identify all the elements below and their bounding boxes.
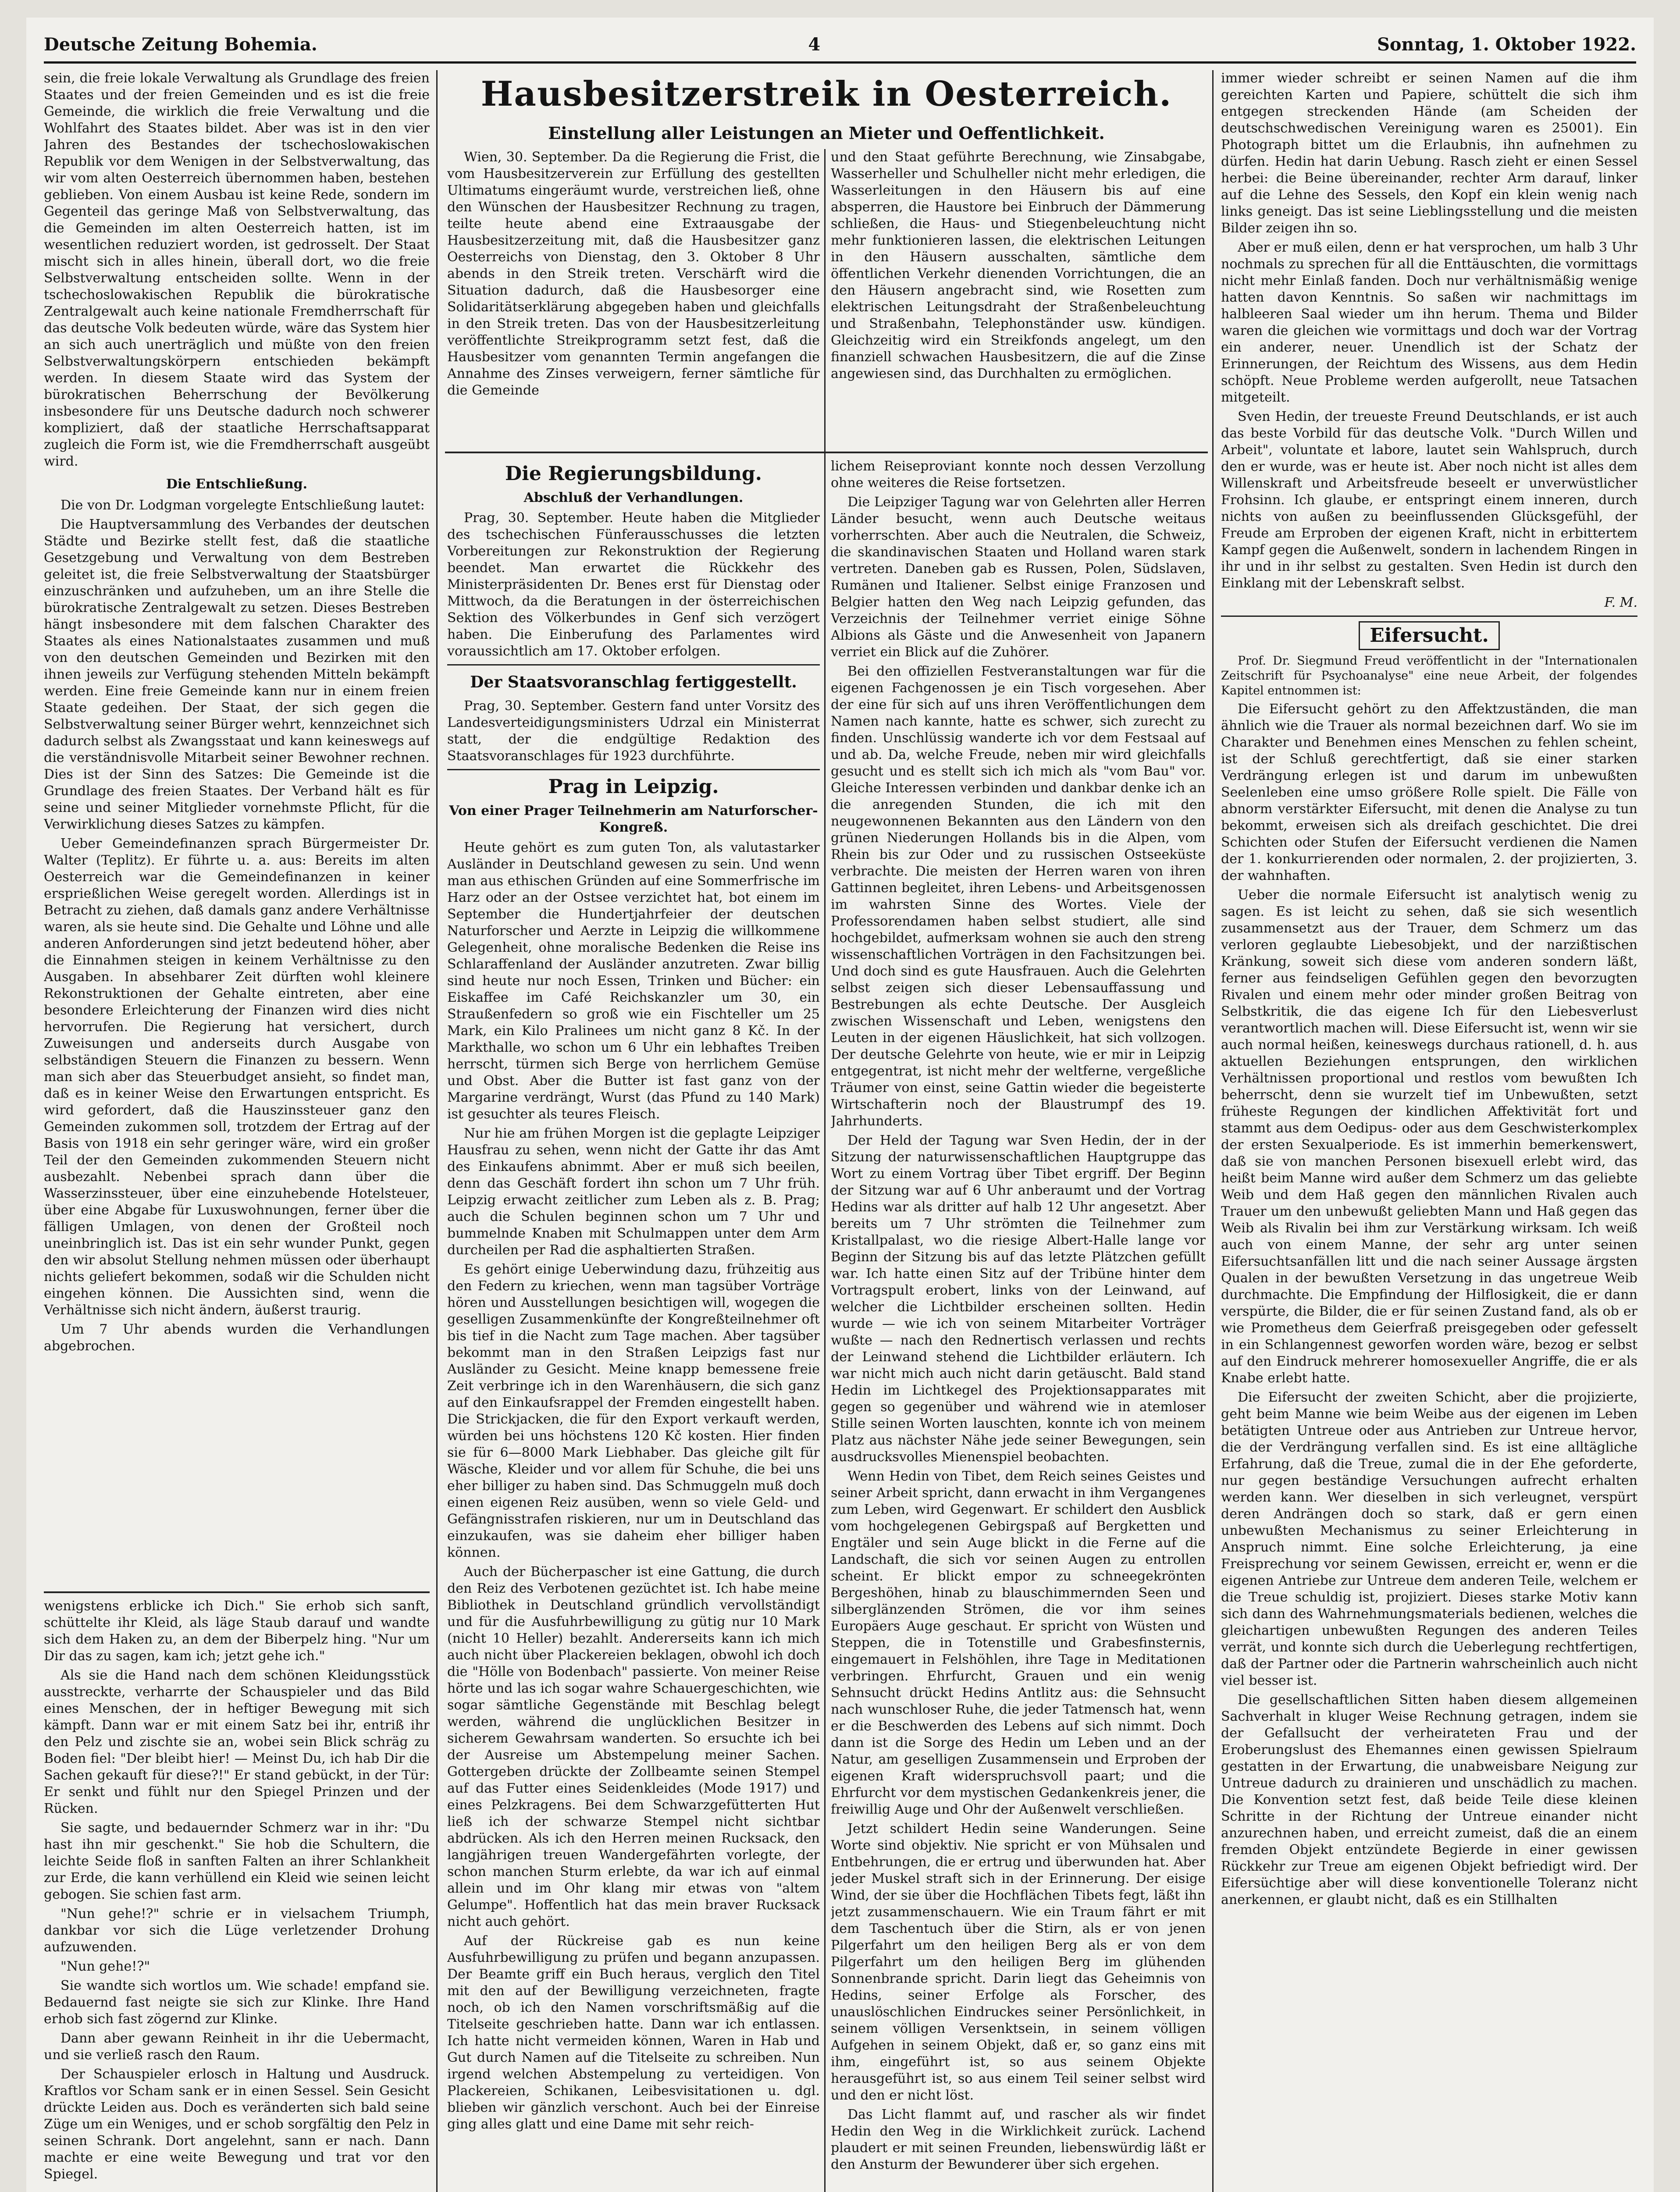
paragraph: Die Leipziger Tagung war von Gelehrten aller Herren Länder besucht, wenn auch Deutsche weitaus vorherrschten. Aber auch die Neutralen, die Schweiz, die skandinavischen Staaten und Holland waren stark vertreten. Daneben gab es Russen, Polen, Südslaven, Rumänen und Italiener. Selbst einige Franzosen und Belgier hatten den Weg nach Leipzig gefunden, das Verzeichnis der Teilnehmer verriet einige Söhne Albions als Gäste und die Anwesenheit von Japanern verriet ein Blick auf die Zuhörer.	[831, 495, 1206, 660]
main-headline: Hausbesitzerstreik in Oesterreich.	[481, 74, 1172, 114]
article-subtitle: Von einer Prager Teilnehmerin am Naturforscher-Kongreß.	[449, 803, 818, 835]
main-subheadline: Einstellung aller Leistungen an Mieter und Oeffentlichkeit.	[548, 123, 1105, 143]
paragraph: Jetzt schildert Hedin seine Wanderungen. Seine Worte sind objektiv. Nie spricht er von Mühsalen und Entbehrungen, die er ertrug und überwunden hat. Aber jeder Muskel straft sich in der Erinnerung. Der eisige Wind, der sie über die Hochflächen Tibets fegt, läßt ihn jetzt zusammenschauern. Wie ein Traum fährt er mit dem Taschentuch über die Stirn, als er von jenen Pilgerfahrt um den heiligen Berg als er von dem Pilgerfahrt um den heiligen Berg im glühenden Sonnenbrande spricht. Darin liegt das Geheimnis von Hedins, seiner Erfolge als Forscher, des unauslöschlichen Eindruckes seiner Persönlichkeit, in seinem völligen Versenktsein, in seinem völligen Aufgehen in seinem Objekt, daß er, so ganz eins mit ihm, eingeführt ist, so aus seinem Objekte herausgeführt ist, so aus einem Teil seiner selbst wird und den er nicht löst.	[831, 1821, 1206, 2103]
paragraph: Als sie die Hand nach dem schönen Kleidungsstück ausstreckte, verharrte der Schauspieler und das Bild eines Menschen, der in heftiger Bewegung mit sich kämpft. Dann war er mit einem Satz bei ihr, entriß ihr den Pelz und zischte sie an, wobei sein Blick schräg zu Boden fiel: "Der bleibt hier! — Meinst Du, ich hab Dir die Sachen gekauft für diese?!" Er stand gebückt, in der Tür: Er senkt und fühlt nur den Spiegel Prinzen und der Rücken.	[44, 1668, 430, 1816]
column-rule	[1212, 70, 1214, 2192]
paragraph: Sven Hedin, der treueste Freund Deutschlands, er ist auch das beste Vorbild für das deutsche Volk. "Durch Willen und Arbeit", voluntate et labore, lautet sein Wahlspruch, durch den er wurde, was er heute ist. Aber noch nicht ist alles dem Willenskraft und Arbeitsfreude beseelt er unverwüstlicher Frohsinn. Ich glaube, er entspringt einem inneren, durch nichts von außen zu beeinflussenden Glücksgefühl, der Freude am Erproben der eigenen Kraft, nicht in erbittertem Kampf gegen die Außenwelt, sondern in lachendem Ringen in ihr und in ihr selbst zu gestalten. Sven Hedin ist durch den Einklang mit der Lebenskraft selbst.	[1221, 409, 1637, 591]
column-rule	[824, 149, 826, 2192]
title-text: Eifersucht.	[1359, 621, 1500, 650]
paragraph: Bei den offiziellen Festveranstaltungen war für die eigenen Fachgenossen je ein Tisch vorgesehen. Aber der eine für sich auf uns ihren Veröffentlichungen dem Namen nach kannte, hatte es schwer, sich zurecht zu finden. Unschlüssig wanderte ich vor dem Festsaal auf und ab. Da, welche Freude, neben mir wird gleichfalls gesucht und es stellt sich ich mich als "vom Bau" vor. Gleiche Interessen verbinden und dankbar denke ich an die anregenden Stunden, die ich mit den neugewonnenen Bekannten aus den Ländern von den grünen Niederungen Hollands bis in die Alpen, vom Rhein bis zur Oder und zu russischen Ostseeküste verbrachte. Die meisten der Herren waren von ihren Gattinnen begleitet, ihren Lebens- und Arbeitsgenossen im wahrsten Sinne des Wortes. Viele der Professorendamen haben selbst studiert, alle sind hochgebildet, aufmerksam wohnen sie auch den streng wissenschaftlichen Vorträgen in den Fachsitzungen bei. Und doch sind es gute Hausfrauen. Auch die Gelehrten selbst zeigen sich dieser Lebensauffassung und Bestrebungen als echte Deutsche. Der Ausgleich zwischen Wissenschaft und Leben, wenigstens den Leuten in der eigenen Häuslichkeit, hat sich vollzogen. Der deutsche Gelehrte von heute, wie er mir in Leipzig entgegentrat, ist nicht mehr der weltferne, vergeßliche Träumer von einst, seine Gattin wieder die begeisterte Wirtschafterin noch der Blaustrumpf des 19. Jahrhunderts.	[831, 664, 1206, 1129]
paragraph: Die Eifersucht gehört zu den Affektzuständen, die man ähnlich wie die Trauer als normal bezeichnen darf. Wo sie im Charakter und Benehmen eines Menschen zu fehlen scheint, ist der Schluß gerechtfertigt, daß sie einer starken Verdrängung erlegen ist und darum im unbewußten Seelenleben eine umso größere Rolle spielt. Die Fälle von abnorm verstärkter Eifersucht, mit denen die Analyse zu tun bekommt, erweisen sich als dreifach geschichtet. Die drei Schichten oder Stufen der Eifersucht verdienen die Namen der 1. konkurrierenden oder normalen, 2. der projizierten, 3. der wahnhaften.	[1221, 701, 1637, 883]
article-title-prag	[447, 775, 820, 799]
paragraph: Ueber die normale Eifersucht ist analytisch wenig zu sagen. Es ist leicht zu sehen, daß sie sich wesentlich zusammensetzt aus der Trauer, dem Schmerz um das verloren geglaubte Liebesobjekt, und der narzißtischen Kränkung, soweit sich diese vom anderen sondern läßt, ferner aus feindseligen Gefühlen gegen den bevorzugten Rivalen und einem mehr oder minder großen Beitrag von Selbstkritik, die das eigene Ich für den Liebesverlust verantwortlich machen will. Diese Eifersucht ist, wenn wir sie auch normal heißen, keineswegs durchaus rationell, d. h. aus aktuellen Beziehungen entsprungen, den wirklichen Verhältnissen proportional und restlos vom bewußten Ich beherrscht, denn sie wurzelt tief im Unbewußten, setzt früheste Regungen der kindlichen Affektivität fort und stammt aus dem Oedipus- oder aus dem Geschwisterkomplex der ersten Sexualperiode. Es ist immerhin bemerkenswert, daß sie von manchen Personen bisexuell erlebt wird, das heißt beim Manne wird außer dem Schmerz um das geliebte Weib und dem Haß gegen den männlichen Rivalen auch Trauer um den unbewußt geliebten Mann und Haß gegen das Weib als Rivalin bei ihm zur Verstärkung wirksam. Ich weiß auch von einem Manne, der sehr arg unter seinen Eifersuchtsanfällen litt und die nach seiner Aussage ärgsten Qualen in der bewußten Versetzung in das ungetreue Weib durchmachte. Die Empfindung der Hilflosigkeit, die er dann verspürte, die Bilder, die er für seinen Zustand fand, als ob er wie Prometheus dem Geierfraß preisgegeben oder gefesselt in ein Schlangennest geworfen worden wäre, bezog er selbst auf den Eindruck mehrerer homosexueller Angriffe, die er als Knabe erlebt hatte.	[1221, 887, 1637, 1386]
paragraph: Nur hie am frühen Morgen ist die geplagte Leipziger Hausfrau zu sehen, wenn nicht der Gatte ihr das Amt des Einkaufens abnimmt. Aber er muß sich beeilen, denn das Geschäft fordert ihn schon um 7 Uhr früh. Leipzig erwacht zeitlicher zum Leben als z. B. Prag; auch die Schulen beginnen schon um 7 Uhr und bummelnde Knaben mit Schulmappen unter dem Arm durcheilen per Rad die asphaltierten Straßen.	[447, 1126, 820, 1258]
paragraph: Die von Dr. Lodgman vorgelegte Entschließung lautet:	[61, 498, 425, 513]
column-3	[831, 458, 1206, 2192]
paragraph: Sie sagte, und bedauernder Schmerz war in ihr: "Du hast ihn mir geschenkt." Sie hob die Schultern, die leichte Seide floß in sanften Falten an ihrer Schlankheit zur Erde, die kann verhüllend ein Kleid wie seinen leicht gebogen. Sie schien fast arm.	[44, 1820, 430, 1902]
paragraph: Prag, 30. September. Gestern fand unter Vorsitz des Landesverteidigungsministers Udrzal ein Ministerrat statt, der die endgültige Redaktion des Staatsvoranschlages für 1923 durchführte.	[447, 698, 820, 764]
article-subtitle: Abschluß der Verhandlungen.	[523, 490, 744, 505]
section-heading: Die Entschließung.	[166, 477, 308, 492]
article-intro: Prof. Dr. Siegmund Freud veröffentlicht in der "Internationalen Zeitschrift für Psychoanalyse" eine neue Arbeit, der folgendes Kapitel entnommen ist:	[1221, 654, 1637, 697]
newspaper-name: Deutsche Zeitung Bohemia.	[44, 34, 317, 55]
paragraph: Wenn Hedin von Tibet, dem Reich seines Geistes und seiner Arbeit spricht, dann erwacht in ihm Vergangenes zum Leben, wird Gegenwart. Er schildert den Ausblick vom hochgelegenen Gebirgspaß auf Bergketten und Engtäler und sein Auge blickt in die Ferne auf die Landschaft, die sich vor seinen Augen zu entrollen scheint. Er blickt empor zu schneegekrönten Bergeshöhen, hinab zu blauschimmernden Seen und silberglänzenden Strömen, die vor ihm seines Europäers Auge geschaut. Er spricht von Wüsten und Steppen, die in Totenstille und Grabesfinsternis, eingemauert in Felshöhlen, ihre Tage in Meditationen verbringen. Ehrfurcht, Grauen und ein wenig Sehnsucht drückt Hedins Antlitz aus: die Sehnsucht nach wunschloser Ruhe, die jeder Tatmensch hat, wenn er die Beschwerden des Lebens auf sich nimmt. Doch dann ist die Sorge des Hedin um Leben und an der Natur, am geselligen Zusammensein und Erproben der eigenen Kraft widerspruchsvoll paart; und die Ehrfurcht vor dem mystischen Gedankenkreis jener, die freiwillig Auge und Ohr der Außenwelt verschließen.	[831, 1469, 1206, 1817]
paragraph: Die Eifersucht der zweiten Schicht, aber die projizierte, geht beim Manne wie beim Weibe aus der eigenen im Leben betätigten Untreue oder aus Antrieben zur Untreue hervor, die der Verdrängung verfallen sind. Es ist eine alltägliche Erfahrung, daß die Treue, zumal die in der Ehe geforderte, nur gegen beständige Versuchungen aufrecht erhalten werden kann. Wer dieselben in sich verleugnet, verspürt deren Andrängen doch so stark, daß er gern einen unbewußten Mechanismus zu seiner Erleichterung in Anspruch nimmt. Eine solche Erleichterung, ja eine Freisprechung vor seinem Gewissen, erreicht er, wenn er die eigenen Antriebe zur Untreue dem anderen Teile, welchem er die Treue schuldig ist, projiziert. Dieses starke Motiv kann sich dann des Wahrnehmungsmaterials bedienen, welches die gleichartigen unbewußten Regungen des anderen Teiles verrät, und konnte sich durch die Ueberlegung rechtfertigen, daß der Partner oder die Partnerin wahrscheinlich auch nicht viel besser ist.	[1221, 1390, 1637, 1688]
paragraph: Heute gehört es zum guten Ton, als valutastarker Ausländer in Deutschland gewesen zu sein. Und wenn man aus ethischen Gründen auf eine Sommerfrische im Harz oder an der Ostsee verzichtet hat, bot einem im September die Hundertjahrfeier der deutschen Naturforscher und Aerzte in Leipzig die willkommene Gelegenheit, ohne moralische Bedenken die Reise ins Schlaraffenland der Ausländer anzutreten. Zwar billig sind heute nur noch Essen, Trinken und Bücher: ein Eiskaffee im Café Reichskanzler um 30, ein Straußenfedern so groß wie ein Fischteller um 25 Mark, ein Kilo Pralinees um nicht ganz 8 Kč. In der Markthalle, wo schon um 6 Uhr ein lebhaftes Treiben herrscht, türmen sich Berge von herrlichem Gemüse und Obst. Aber die Butter ist fast ganz von der Margarine verdrängt, Wurst (das Pfund zu 140 Mark) ist gesuchter als teures Fleisch.	[447, 840, 820, 1122]
title-text: Die Regierungsbildung.	[505, 463, 762, 485]
paragraph: "Nun gehe!?"	[61, 1959, 150, 1974]
paragraph: Der Held der Tagung war Sven Hedin, der in der Sitzung der naturwissenschaftlichen Hauptgruppe das Wort zu einem Vortrag über Tibet ergriff. Der Beginn der Sitzung war auf 6 Uhr anberaumt und der Vortrag Hedins war als dritter auf halb 12 Uhr angesetzt. Aber bereits um 7 Uhr strömten die Teilnehmer zum Kristallpalast, wo die riesige Albert-Halle lange vor Beginn der Sitzung bis auf das letzte Plätzchen gefüllt war. Ich hatte einen Sitz auf der Tribüne hinter dem Vortragspult erobert, links von der Leinwand, auf welcher die Lichtbilder erscheinen sollten. Hedin wurde — wie ich von seinem Mitarbeiter Vorträger wußte — nach den Rednertisch verlassen und rechts der Leinwand stehend die Lichtbilder erläutern. Ich war nicht mich auch nicht darin getäuscht. Bald stand Hedin im Lichtkegel des Projektionsapparates mit gegen so gegenüber und während wie in atemloser Stille seinen Worten lauschten, konnte ich von meinem Platz aus nächster Nähe jede seiner Bewegungen, sein ausdrucksvolles Mienenspiel beobachten.	[831, 1133, 1206, 1465]
paragraph: Dann aber gewann Reinheit in ihr die Uebermacht, und sie verließ rasch den Raum.	[44, 2031, 430, 2063]
column-4	[1221, 70, 1637, 2192]
divider	[447, 769, 820, 770]
issue-date: Sonntag, 1. Oktober 1922.	[1377, 34, 1636, 55]
column-1-top	[44, 70, 430, 1587]
paragraph: Die gesellschaftlichen Sitten haben diesem allgemeinen Sachverhalt in kluger Weise Rechnung getragen, indem sie der Gefallsucht der verheirateten Frau und der Eroberungslust des Ehemannes einen gewissen Spielraum gestatten in der Erwartung, die unabweisbare Neigung zur Untreue dadurch zu drainieren und unschädlich zu machen. Die Konvention setzt fest, daß beide Teile diese kleinen Schritte in der Richtung der Untreue einander nicht anzurechnen haben, und erreicht zumeist, daß die an einem fremden Objekt entzündete Begierde in einer gewissen Rückkehr zur Treue am eigenen Objekt befriedigt wird. Der Eifersüchtige aber will diese konventionelle Toleranz nicht anerkennen, er glaubt nicht, daß es ein Stillhalten	[1221, 1692, 1637, 1907]
paragraph: "Nun gehe!?" schrie er in vielsachem Triumph, dankbar vor sich die Lüge verletzender Drohung aufzuwenden.	[44, 1906, 430, 1955]
divider	[44, 1591, 430, 1593]
paragraph: Das Licht flammt auf, und rascher als wir findet Hedin den Weg in die Wirklichkeit zurück. Lachend plaudert er mit seinen Freunden, liebenswürdig läßt er den Ansturm der Bewunderer über sich ergehen.	[831, 2107, 1206, 2172]
article-title-eifersucht	[1221, 621, 1637, 650]
divider	[1221, 616, 1637, 617]
paragraph: und den Staat geführte Berechnung, wie Zinsabgabe, Wasserheller und Schulheller nicht mehr erledigen, die Wasserleitungen in den Häusern bis auf eine absperren, die Haustore bei Einbruch der Dämmerung schließen, die Haus- und Stiegenbeleuchtung nicht mehr funktionieren lassen, die elektrischen Leitungen in den Häusern ausschalten, sämtliche dem öffentlichen Verkehr dienenden Vorrichtungen, die an den Häusern angebracht sind, wie Rosetten zum elektrischen Leitungsdraht der Straßenbeleuchtung und Straßenbahn, Telephonständer usw. kündigen. Gleichzeitig wird ein Streikfonds angelegt, um den finanziell schwachen Hausbesitzern, die auf die Zinse angewiesen sind, das Durchhalten zu ermöglichen.	[831, 149, 1206, 381]
divider	[447, 664, 820, 665]
paragraph: Um 7 Uhr abends wurden die Verhandlungen abgebrochen.	[44, 1322, 430, 1354]
paragraph: Prag, 30. September. Heute haben die Mitglieder des tschechischen Fünferausschusses die letzten Vorbereitungen zur Rekonstruktion der Regierung beendet. Man erwartet die Rückkehr des Ministerpräsidenten Dr. Benes erst für Dienstag oder Mittwoch, da die Beratungen in der österreichischen Sektion des Völkerbundes in Genf sich verzögert haben. Die Einberufung des Parlamentes wird voraussichtlich am 17. Oktober erfolgen.	[447, 510, 820, 659]
paragraph: Auf der Rückreise gab es nun keine Ausfuhrbewilligung zu prüfen und begann anzupassen. Der Beamte griff ein Buch heraus, verglich den Titel mit den auf der Bewilligung verzeichneten, fragte noch, ob ich den Namen vorschriftsmäßig auf die Titelseite geschrieben hatte. Dann war ich entlassen. Ich hatte nicht vermeiden können, Waren in Hab und Gut durch Namen auf die Titelseite zu schreiben. Nun irgend welchen Abstempelung zu verteidigen. Von Plackereien, Schikanen, Leibesvisitationen u. dgl. blieben wir gänzlich verschont. Auch bei der Einreise ging alles glatt und eine Dame mit sehr reich-	[447, 1933, 820, 2132]
masthead	[44, 31, 1636, 64]
paragraph: Wien, 30. September. Da die Regierung die Frist, die vom Hausbesitzerverein zur Erfüllung des gestellten Ultimatums eingeräumt wurde, verstreichen ließ, ohne den Wünschen der Hausbesitzer Rechnung zu tragen, teilte heute abend eine Extraausgabe der Hausbesitzerzeitung mit, daß die Hausbesitzer ganz Oesterreichs von Dienstag, den 3. Oktober 8 Uhr abends in den Streik treten. Verschärft wird die Situation dadurch, daß die Hausbesorger eine Solidaritätserklärung abgegeben haben und gleichfalls in den Streik treten. Das von der Hausbesitzerleitung veröffentlichte Streikprogramm setzt fest, daß die Hausbesitzer vom genannten Termin angefangen die Annahme des Zinses verweigern, ferner sämtliche für die Gemeinde	[447, 149, 820, 398]
headline-text-left	[447, 149, 820, 447]
title-text: Prag in Leipzig.	[548, 776, 719, 798]
paragraph: Es gehört einige Ueberwindung dazu, frühzeitig aus den Federn zu kriechen, wenn man tagsüber Vorträge hören und Ausstellungen besichtigen will, wogegen die geselligen Zusammenkünfte der Kongreßteilnehmer oft bis tief in die Nacht zum Tage machen. Aber tagsüber bekommt man in den Straßen Leipzigs fast nur Ausländer zu Gesicht. Meine knapp bemessene freie Zeit verbringe ich in den Warenhäusern, die sich ganz auf den Einkaufsrappel der Fremden eingestellt haben. Die Strickjacken, die für den Export verkauft werden, würden bei uns höchstens 120 Kč kosten. Hier finden sie für 6—8000 Mark Liebhaber. Das gleiche gilt für Wäsche, Kleider und vor allem für Schuhe, die bei uns eher billiger zu haben sind. Das Schmuggeln muß doch einen eigenen Reiz ausüben, wenn so viele Geld- und Gefängnisstrafen riskieren, nur um in Deutschland das einzukaufen, was sie daheim eher billiger haben können.	[447, 1262, 820, 1560]
paragraph: immer wieder schreibt er seinen Namen auf die ihm gereichten Karten und Papiere, schüttelt die sich ihm entgegen streckenden Hände (am Scheiden der deutschschwedischen Vereinigung waren es 25001). Ein Photograph bittet um die Erlaubnis, ihn aufnehmen zu dürfen. Hedin hat darin Uebung. Rasch zieht er einen Sessel herbei: die Beine übereinander, rechter Arm darauf, linker auf die Lehne des Sessels, den Kopf ein klein wenig nach links geneigt. Das ist seine Lieblingsstellung und die meisten Bilder zeigen ihn so.	[1221, 71, 1637, 236]
paragraph: Aber er muß eilen, denn er hat versprochen, um halb 3 Uhr nochmals zu sprechen für all die Enttäuschten, die vormittags nicht mehr Einlaß fanden. Doch nur verhältnismäßig wenige hatten davon Kenntnis. So saßen wir nachmittags im halbleeren Saal wieder um ihn herum. Thema und Bilder waren die gleichen wie vormittags und doch war der Vortrag ein anderer, neuer. Unendlich ist der Schatz der Erinnerungen, der Reichtum des Wissens, aus dem Hedin schöpft. Neue Probleme werden aufgerollt, neue Tatsachen mitgeteilt.	[1221, 240, 1637, 405]
paragraph: Ueber Gemeindefinanzen sprach Bürgermeister Dr. Walter (Teplitz). Er führte u. a. aus: Bereits im alten Oesterreich war die Gemeindefinanzen in keiner ersprießlichen Weise geregelt worden. Allerdings ist in Betracht zu ziehen, daß damals ganz andere Verhältnisse waren, als sie heute sind. Die Gehalte und Löhne und alle anderen Anforderungen sind jetzt bedeutend höher, aber die Einnahmen steigen in keinem Verhältnisse zu den Ausgaben. In absehbarer Zeit dürften wohl kleinere Rekonstruktionen der Gehalte eintreten, aber eine besondere Erleichterung der Finanzen wird dies nicht hervorrufen. Die Regierung hat versichert, durch Zuweisungen und anderseits durch Ausgabe von selbständigen Steuern die Finanzen zu bessern. Wenn man sich aber das Steuerbudget ansieht, so findet man, daß es in keiner Weise den Erwartungen entspricht. Es wird gefordert, daß die Hauszinssteuer ganz den Gemeinden zukommen soll, trotzdem der Ertrag auf der Basis von 1918 ein sehr geringer wäre, wird ein großer Teil der den Gemeinden zukommenden Steuern nicht ausbezahlt. Nebenbei sprach dann über die Wasserzinssteuer, über eine einzuhebende Hotelsteuer, über eine Abgabe für Luxuswohnungen, ferner über die fälligen Umlagen, von denen der Großteil noch uneinbringlich ist. Das ist ein sehr wunder Punkt, gegen den wir absolut Stellung nehmen müssen oder überhaupt nichts geliefert bekommen, sodaß wir die Schulden nicht eingehen können. Die Aussichten sind, wenn die Verhältnisse sich nicht ändern, äußerst traurig.	[44, 836, 430, 1318]
page-number: 4	[808, 34, 821, 55]
newspaper-page	[26, 18, 1654, 2192]
column-rule	[436, 70, 438, 2192]
paragraph: Auch der Bücherpascher ist eine Gattung, die durch den Reiz des Verbotenen gezüchtet ist. Ich habe meine Bibliothek in Deutschland gründlich vervollständigt und für die Ausfuhrbewilligung zu gütig nur 10 Mark (nicht 10 Heller) bezahlt. Andererseits kann ich mich auch nicht über Plackereien beklagen, obwohl ich doch die "Hölle von Bodenbach" passierte. Von meiner Reise hörte und las ich sogar wahre Schauergeschichten, wie sogar sämtliche Gegenstände mit Beschlag belegt werden, während die unglücklichen Besitzer in sicherem Gewahrsam wanderten. So ersuchte ich bei der Ausreise um Abstempelung meiner Sachen. Gottergeben drückte der Zollbeamte seinen Stempel auf das Futter eines Seidenkleides (Mode 1917) und eines Pelzkragens. Bei dem Schwarzgefütterten Hut ließ ich der schwarze Stempel nicht sichtbar abdrücken. Als ich den Herren meinen Rucksack, den langjährigen treuen Wandergefährten vorlegte, der schon manchen Sturm erlebte, da war ich auf einmal allein und im Ohr klang mir etwas von "altem Gelumpe". Hoffentlich hat das mein braver Rucksack nicht auch gehört.	[447, 1564, 820, 1929]
column-1-bottom	[44, 1598, 430, 2192]
paragraph: Die Hauptversammlung des Verbandes der deutschen Städte und Bezirke stellt fest, daß die staatliche Gesetzgebung und Verwaltung von dem Bestreben geleitet ist, die freie Selbstverwaltung der Staatsbürger einzuschränken und aufzuheben, um an ihre Stelle die bürokratische Zentralgewalt zu setzen. Dieses Bestreben hängt insbesondere mit dem falschen Charakter des Staates als eines Nationalstaates zusammen und muß von den deutschen Gemeinden und Bezirken mit den ihnen jeweils zur Verfügung stehenden Mitteln bekämpft werden. Eine freie Gemeinde kann nur in einem freien Staate gedeihen. Der Staat, der sich gegen die Selbstverwaltung seiner Bürger wehrt, kennzeichnet sich dadurch selbst als Zwangsstaat und kann keineswegs auf die verständnisvolle Mitarbeit seiner Bewohner rechnen. Dies ist der Sinn des Satzes: Die Gemeinde ist die Grundlage des freien Staates. Der Verband hält es für seine und seiner Mitglieder vornehmste Pflicht, für die Verwirklichung dieses Satzes zu kämpfen.	[44, 517, 430, 832]
paragraph: wenigstens erblicke ich Dich." Sie erhob sich sanft, schüttelte ihr Kleid, als läge Staub darauf und wandte sich dem Haken zu, an dem der Biberpelz hing. "Nur um Dir das zu sagen, kam ich; jetzt gehe ich."	[44, 1598, 430, 1664]
column-2	[447, 458, 820, 2192]
divider	[445, 452, 1208, 453]
author-signature: F. M.	[1604, 595, 1637, 610]
paragraph: Der Schauspieler erlosch in Haltung und Ausdruck. Kraftlos vor Scham sank er in einen Sessel. Sein Gesicht drückte Leiden aus. Doch es veränderten sich bald seine Züge um ein Weniges, und er schob sorgfältig den Pelz in seinen Schrank. Dort angelehnt, sann er nach. Dann machte er eine weite Bewegung und trat vor den Spiegel.	[44, 2067, 430, 2182]
article-title-budget: Der Staatsvoranschlag fertiggestellt.	[470, 673, 797, 691]
article-title-regierung	[447, 462, 820, 486]
paragraph: lichem Reiseproviant konnte noch dessen Verzollung ohne weiteres die Reise fortsetzen.	[831, 459, 1206, 491]
headline-text-right	[831, 149, 1206, 447]
paragraph: Sie wandte sich wortlos um. Wie schade! empfand sie. Bedauernd fast neigte sie sich zur Klinke. Ihre Hand erhob sich fast zögernd zur Klinke.	[44, 1978, 430, 2027]
paragraph: sein, die freie lokale Verwaltung als Grundlage des freien Staates und der freien Gemeinden und es ist die freie Gemeinde, die wirklich die freie Verwaltung und die Wohlfahrt des Staates bildet. Aber was ist in den vier Jahren des Bestandes der tschechoslowakischen Republik vor dem Wenigen in der Selbstverwaltung, das wir vom alten Oesterreich übernommen haben, bestehen geblieben. Von einem Ausbau ist keine Rede, sondern im Gegenteil das geringe Maß von Selbstverwaltung, das die Gemeinden im alten Oesterreich hatten, ist im wesentlichen reduziert worden, ist gedrosselt. Der Staat mischt sich in alles hinein, überall dort, wo die freie Selbstverwaltung entscheiden sollte. Wenn in der tschechoslowakischen Republik die bürokratische Zentralgewalt auch keine nationale Fremdherrschaft für das deutsche Volk bedeuten würde, wäre das System hier an sich auch unerträglich und müßte von den freien Selbstverwaltungskörpern entschieden bekämpft werden. In diesem Staate wird das System der bürokratischen Beherrschung der Bevölkerung insbesondere für uns Deutsche dadurch noch schwerer kompliziert, daß der staatliche Herrschaftsapparat zugleich die Form ist, wie die Fremdherrschaft ausgeübt wird.	[44, 71, 430, 469]
